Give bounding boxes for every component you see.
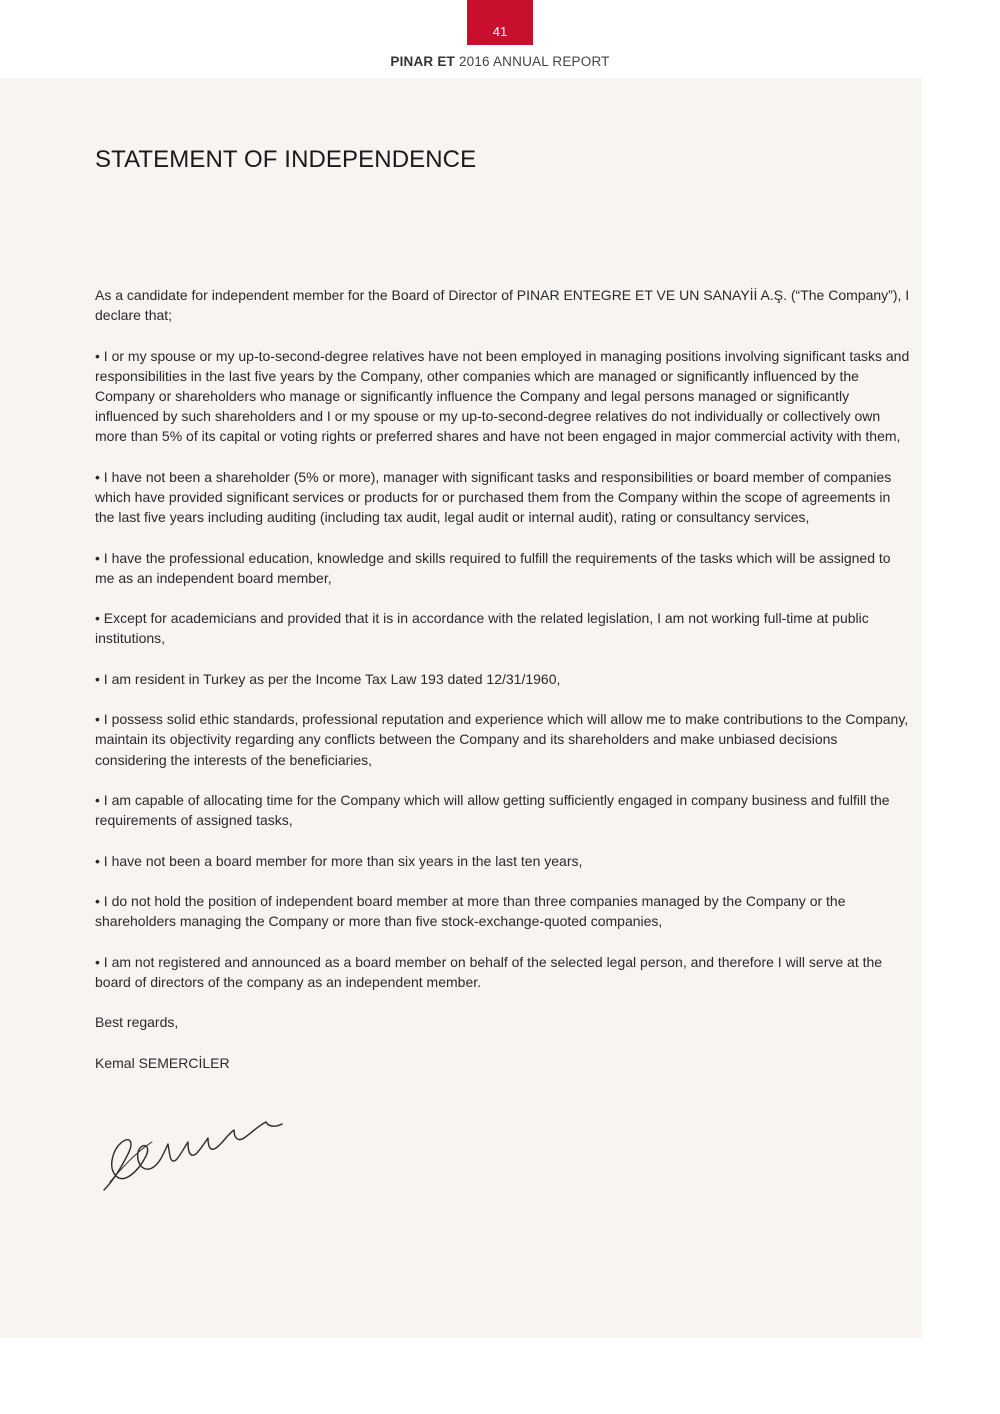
signatory-name: Kemal SEMERCİLER [95,1054,230,1071]
declaration-item: • I have not been a shareholder (5% or more), manager with significant tasks and responsibilities or board member of companies which have provided significant services or products for or purchased them from the Company within the scope of agreements in the last five years including auditing (including tax audit, legal audit or internal audit), rating or consultancy services, [95,467,910,528]
header-report-title: 2016 ANNUAL REPORT [458,54,610,69]
declaration-item: • I possess solid ethic standards, professional reputation and experience which will allow me to make contributions to the Company, maintain its objectivity regarding any conflicts between the Company and its shareholders and make unbiased decisions considering the interests of the beneficiaries, [95,709,910,770]
declaration-item: • Except for academicians and provided that it is in accordance with the related legislation, I am not working full-time at public institutions, [95,608,910,648]
declaration-item: • I am capable of allocating time for the Company which will allow getting sufficiently engaged in company business and fulfill the requirements of assigned tasks, [95,790,910,830]
declaration-item: • I have the professional education, knowledge and skills required to fulfill the requirements of the tasks which will be assigned to me as an independent board member, [95,548,910,588]
header-brand: PINAR ET [390,54,455,69]
running-header [0,54,1000,69]
signature-icon [100,1112,290,1197]
closing-line: Best regards, [95,1014,179,1031]
declaration-item: • I am resident in Turkey as per the Income Tax Law 193 dated 12/31/1960, [95,669,910,689]
declaration-item: • I do not hold the position of independent board member at more than three companies managed by the Company or the shareholders managing the Company or more than five stock-exchange-quoted companies, [95,891,910,931]
intro-paragraph: As a candidate for independent member for the Board of Director of PINAR ENTEGRE ET VE UN SANAYİİ A.Ş. (“The Company”), I declare that; [95,287,910,324]
declaration-item: • I am not registered and announced as a board member on behalf of the selected legal person, and therefore I will serve at the board of directors of the company as an independent member. [95,952,910,992]
page-number: 41 [492,24,508,39]
statement-body [95,285,910,1093]
page-number-tab [467,0,533,45]
declaration-list [95,346,910,992]
document-title: STATEMENT OF INDEPENDENCE [95,146,477,173]
declaration-item: • I or my spouse or my up-to-second-degree relatives have not been employed in managing positions involving significant tasks and responsibilities in the last five years by the Company, other companies which are managed or significantly influenced by the Company or shareholders who manage or significantly influence the Company and legal persons managed or significantly influenced by such shareholders and I or my spouse or my up-to-second-degree relatives do not individually or collectively own more than 5% of its capital or voting rights or preferred shares and have not been engaged in major commercial activity with them, [95,346,910,447]
declaration-item: • I have not been a board member for more than six years in the last ten years, [95,851,910,871]
